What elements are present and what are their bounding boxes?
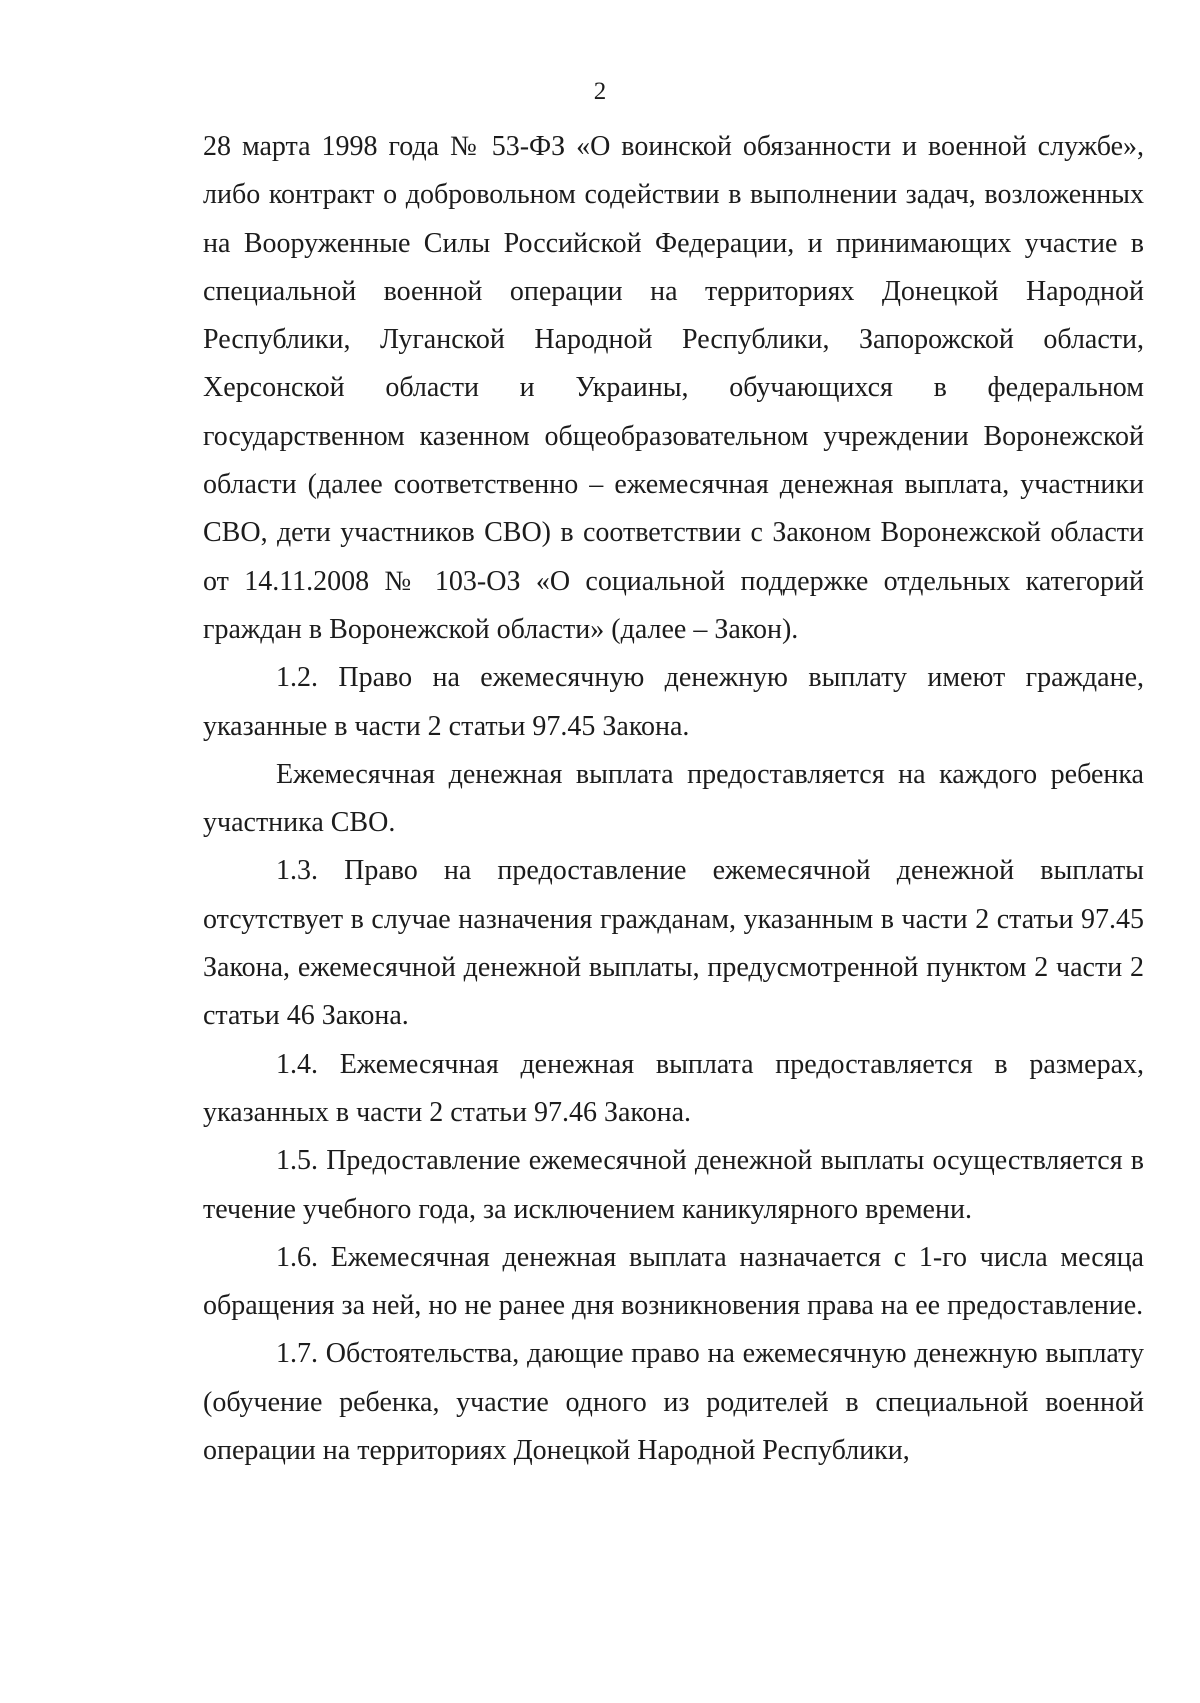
paragraph-1-5: 1.5. Предоставление ежемесячной денежной выплаты осуществляется в течение учебного года, за исключением каникулярного времени. — [203, 1145, 1144, 1225]
paragraph-1-7: 1.7. Обстоятельства, дающие право на ежемесячную денежную выплату (обучение ребенка, участие одного из родителей в специальной военной операции на территориях Донецкой Народной Республики, — [203, 1338, 1144, 1467]
paragraph-1-6: 1.6. Ежемесячная денежная выплата назначается с 1-го числа месяца обращения за ней, но не ранее дня возникновения права на ее предоставление. — [203, 1241, 1144, 1322]
paragraph-1-4: 1.4. Ежемесячная денежная выплата предоставляется в размерах, указанных в части 2 статьи 97.46 Закона. — [203, 1048, 1144, 1128]
paragraph-1-2: 1.2. Право на ежемесячную денежную выплату имеют граждане, указанные в части 2 статьи 97.45 Закона. — [203, 662, 1144, 742]
paragraph-continuation: 28 марта 1998 года № 53-ФЗ «О воинской обязанности и военной службе», либо контракт о добровольном содействии в выполнении задач, возложенных на Вооруженные Силы Российской Федерации, и принимающих участие в специальной военной операции на территориях Донецкой Народной Республики, Луганской Народной Республики, Запорожской области, Херсонской области и Украины, обучающихся в федеральном государственном казенном общеобразовательном учреждении Воронежской области (далее соответственно – ежемесячная денежная выплата, участники СВО, дети участников СВО) в соответствии с Законом Воронежской области от 14.11.2008 № 103-ОЗ «О социальной поддержке отдельных категорий граждан в Воронежской области» (далее – Закон). — [203, 131, 1144, 645]
paragraph-1-3: 1.3. Право на предоставление ежемесячной денежной выплаты отсутствует в случае назначения гражданам, указанным в части 2 статьи 97.45 Закона, ежемесячной денежной выплаты, предусмотренной пунктом 2 части 2 статьи 46 Закона. — [203, 855, 1144, 1032]
page-number: 2 — [593, 78, 607, 105]
paragraph-1-2-note: Ежемесячная денежная выплата предоставляется на каждого ребенка участника СВО. — [203, 758, 1144, 839]
document-body — [203, 123, 1144, 1475]
